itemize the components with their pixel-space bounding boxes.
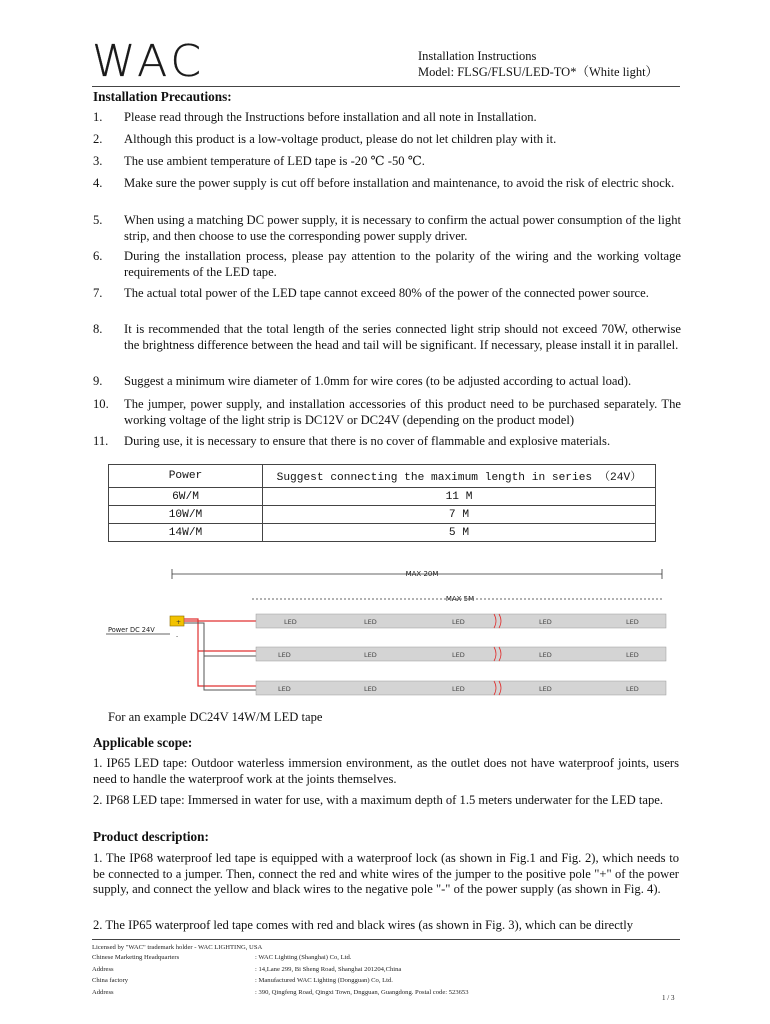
max-segment-label: MAX 5M (445, 595, 475, 603)
item-number: 10. (93, 397, 109, 411)
table-row (109, 488, 656, 506)
svg-text:WAC: WAC (92, 40, 206, 82)
footer-licensed: Licensed by "WAC" trademark holder - WAC LIGHTING, USA (92, 944, 263, 951)
led-label: LED (278, 651, 291, 659)
footer-label: Address (92, 988, 114, 996)
plus-terminal: + (176, 619, 182, 626)
footer-value: : 390, Qingfeng Road, Qingxi Town, Dngguan, Guangdong. Postal code: 523653 (255, 988, 469, 996)
item-number: 1. (93, 110, 103, 124)
item-text: During use, it is necessary to ensure that there is no cover of flammable and explosive materials. (124, 434, 611, 448)
footer-labels (92, 952, 179, 998)
led-label: LED (626, 685, 639, 693)
item-text: Please read through the Instructions before installation and all note in Installation. (124, 110, 537, 124)
item-number: 6. (93, 249, 103, 263)
product-paragraph: 1. The IP68 waterproof led tape is equipped with a waterproof lock (as shown in Fig.1 and Fig. 2), which needs to be connected to a jumper. Then, connect the red and white wires of the jumper to the positive pole "+" of the power supply, and connect the yellow and black wires to the negative pole "-" of the power supply (as shown in Fig. 4). (93, 851, 679, 896)
item-text: It is recommended that the total length of the series connected light strip should not exceed 70W, otherwise the brightness difference between the head and tail will be significant. If necessary, please install it in parallel. (124, 322, 681, 352)
column-header-length: Suggest connecting the maximum length in series （24V） (263, 465, 656, 488)
led-label: LED (539, 685, 552, 693)
precaution-item (93, 154, 681, 170)
scope-paragraph: 1. IP65 LED tape: Outdoor waterless immersion environment, as the outlet does not have waterproof joints, users need to handle the waterproof work at the joints themselves. (93, 756, 679, 786)
item-number: 9. (93, 374, 103, 388)
header-divider (92, 86, 680, 87)
footer-label: China factory (92, 977, 129, 984)
power-label: Power DC 24V (108, 626, 155, 634)
precaution-item (93, 176, 681, 192)
model-line: Model: FLSG/FLSU/LED-TO*（White light） (418, 65, 659, 79)
cell-length: 7 M (263, 506, 656, 524)
precaution-item (93, 110, 681, 126)
led-label: LED (284, 618, 297, 626)
cell-length: 11 M (263, 488, 656, 506)
item-text: Suggest a minimum wire diameter of 1.0mm for wire cores (to be adjusted according to actual load). (124, 374, 632, 388)
led-label: LED (539, 651, 552, 659)
led-label: LED (452, 618, 465, 626)
precaution-item (93, 434, 681, 450)
item-number: 2. (93, 132, 103, 146)
led-label: LED (539, 618, 552, 626)
item-text: Make sure the power supply is cut off before installation and maintenance, to avoid the risk of electric shock. (124, 176, 675, 190)
cell-power: 10W/M (109, 506, 263, 524)
scope-title: Applicable scope: (93, 735, 193, 750)
led-strip-row (256, 681, 666, 695)
precaution-item (93, 132, 681, 148)
positive-wire (184, 619, 256, 686)
footer-value: : 14,Lane 299, Bi Sheng Road, Shanghai 201204,China (255, 965, 402, 973)
led-label: LED (364, 685, 377, 693)
led-strip-row (256, 614, 666, 628)
item-number: 5. (93, 213, 103, 227)
product-title: Product description: (93, 829, 209, 844)
item-text: Although this product is a low-voltage product, please do not let children play with it. (124, 132, 557, 146)
scope-paragraph: 2. IP68 LED tape: Immersed in water for use, with a maximum depth of 1.5 meters underwater for the LED tape. (93, 793, 664, 807)
precaution-item (93, 286, 681, 302)
led-label: LED (626, 618, 639, 626)
footer-value: : WAC Lighting (Shanghai) Co, Ltd. (255, 954, 352, 961)
doc-title: Installation Instructions (418, 49, 537, 63)
led-label: LED (452, 651, 465, 659)
column-header-power: Power (109, 465, 263, 488)
item-text: When using a matching DC power supply, it is necessary to confirm the actual power consumption of the light strip, and then choose to use the corresponding power supply driver. (124, 213, 681, 243)
led-label: LED (278, 685, 291, 693)
max-total-label: MAX 20M (405, 570, 439, 578)
footer-value: : Manufactured WAC Lighting (Dongguan) Co, Ltd. (255, 977, 393, 984)
page-number: 1 / 3 (662, 994, 675, 1002)
item-number: 11. (93, 434, 109, 448)
item-text: The jumper, power supply, and installation accessories of this product need to be purchased separately. The working voltage of the light strip is DC12V or DC24V (depending on the product model) (124, 397, 681, 427)
item-text: The actual total power of the LED tape cannot exceed 80% of the power of the connected power source. (124, 286, 649, 300)
precaution-item (93, 374, 681, 390)
length-table (108, 464, 656, 542)
footer-label: Address (92, 965, 114, 973)
footer-values (255, 952, 469, 998)
item-number: 4. (93, 176, 103, 190)
item-text: The use ambient temperature of LED tape is -20 ℃ -50 ℃. (124, 154, 425, 168)
led-label: LED (626, 651, 639, 659)
led-label: LED (364, 651, 377, 659)
table-row (109, 506, 656, 524)
led-label: LED (364, 618, 377, 626)
product-paragraph: 2. The IP65 waterproof led tape comes with red and black wires (as shown in Fig. 3), which can be directly (93, 918, 634, 932)
led-strip-row (256, 647, 666, 661)
wac-logo (92, 40, 252, 82)
precaution-item (93, 397, 681, 428)
precaution-item (93, 213, 681, 244)
negative-wire (184, 623, 256, 690)
table-header-row (109, 465, 656, 488)
diagram-caption: For an example DC24V 14W/M LED tape (108, 710, 323, 724)
cell-length: 5 M (263, 524, 656, 542)
minus-terminal: - (176, 633, 179, 640)
table-row (109, 524, 656, 542)
precautions-title: Installation Precautions: (93, 89, 232, 104)
item-number: 3. (93, 154, 103, 168)
item-text: During the installation process, please pay attention to the polarity of the wiring and the working voltage requirements of the LED tape. (124, 249, 681, 279)
document-header (418, 48, 658, 80)
item-number: 8. (93, 322, 103, 336)
wiring-diagram (106, 564, 672, 702)
precaution-item (93, 249, 681, 280)
footer-label: Chinese Marketing Headquarters (92, 954, 180, 961)
item-number: 7. (93, 286, 103, 300)
cell-power: 14W/M (109, 524, 263, 542)
precaution-item (93, 322, 681, 353)
led-label: LED (452, 685, 465, 693)
cell-power: 6W/M (109, 488, 263, 506)
footer-divider (92, 939, 680, 940)
